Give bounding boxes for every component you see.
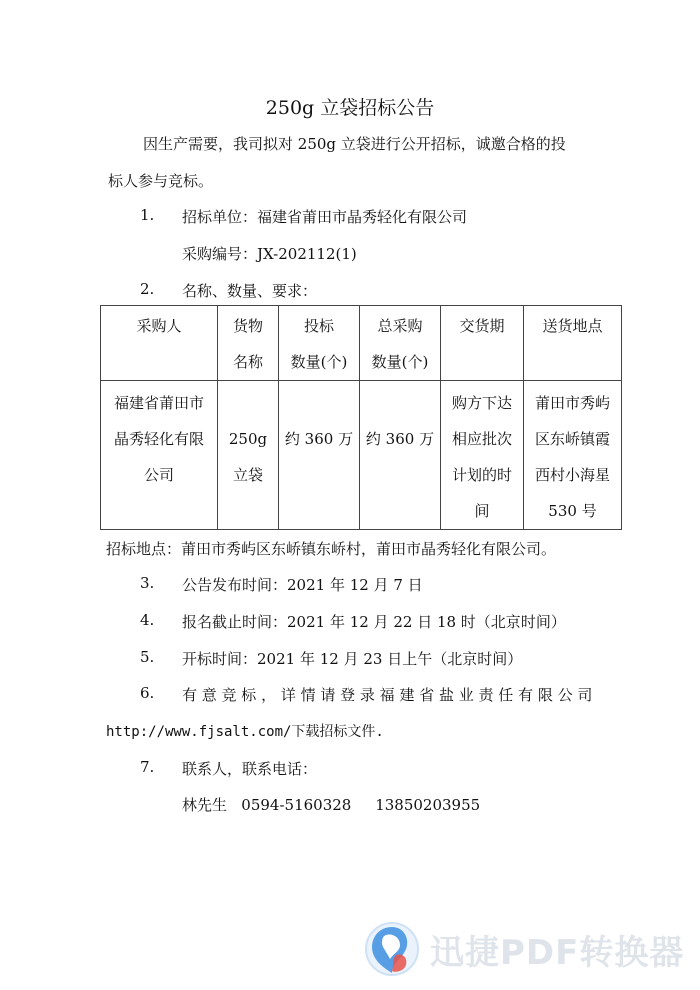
item-4-text: 报名截止时间：2021 年 12 月 22 日 18 时（北京时间）	[182, 613, 566, 631]
table-row	[101, 381, 622, 530]
item-1-subtext: 采购编号：JX-202112(1)	[182, 245, 357, 263]
item-7-text: 联系人，联系电话：	[182, 760, 318, 778]
cell-buyer: 福建省莆田市 晶秀轻化有限 公司	[101, 381, 218, 530]
item-6-text: 有 意 竞 标 ， 详 情 请 登 录 福 建 省 盐 业 责 任 有 限 公 司	[182, 686, 593, 704]
cell-goods-name: 250g 立袋	[218, 381, 279, 530]
item-6-number: 6.	[140, 684, 155, 702]
item-5-text: 开标时间：2021 年 12 月 23 日上午（北京时间）	[182, 650, 523, 668]
procurement-table	[100, 305, 622, 530]
item-3-text: 公告发布时间：2021 年 12 月 7 日	[182, 576, 423, 594]
item-2-number: 2.	[140, 280, 155, 298]
item-7-number: 7.	[140, 758, 155, 776]
item-1-text: 招标单位：福建省莆田市晶秀轻化有限公司	[182, 208, 468, 226]
header-delivery-time: 交货期	[441, 306, 524, 381]
item-1-number: 1.	[140, 206, 155, 224]
header-bid-quantity: 投标 数量(个)	[279, 306, 360, 381]
item-5-number: 5.	[140, 648, 155, 666]
converter-logo-icon	[362, 919, 424, 981]
watermark	[356, 915, 696, 985]
item-2-text: 名称、数量、要求：	[182, 282, 318, 300]
header-delivery-location: 送货地点	[524, 306, 622, 381]
table-header-row	[101, 306, 622, 381]
cell-delivery-location: 莆田市秀屿 区东峤镇霞 西村小海星 530 号	[524, 381, 622, 530]
cell-total-quantity: 约 360 万	[360, 381, 441, 530]
item-4-number: 4.	[140, 611, 155, 629]
contact-info: 林先生 0594-5160328 13850203955	[182, 796, 481, 814]
page-title: 250g 立袋招标公告	[265, 97, 435, 119]
header-total-quantity: 总采购 数量(个)	[360, 306, 441, 381]
header-goods-name: 货物 名称	[218, 306, 279, 381]
header-buyer: 采购人	[101, 306, 218, 381]
item-3-number: 3.	[140, 574, 155, 592]
item-6-url[interactable]: http://www.fjsalt.com/下载招标文件.	[106, 724, 384, 740]
intro-line-1: 因生产需要，我司拟对 250g 立袋进行公开招标，诚邀合格的投	[143, 135, 566, 153]
intro-line-2: 标人参与竞标。	[108, 172, 214, 190]
watermark-text: 迅捷PDF转换器	[430, 933, 685, 973]
cell-bid-quantity: 约 360 万	[279, 381, 360, 530]
bid-location: 招标地点：莆田市秀屿区东峤镇东峤村，莆田市晶秀轻化有限公司。	[106, 540, 557, 558]
cell-delivery-time: 购方下达 相应批次 计划的时 间	[441, 381, 524, 530]
